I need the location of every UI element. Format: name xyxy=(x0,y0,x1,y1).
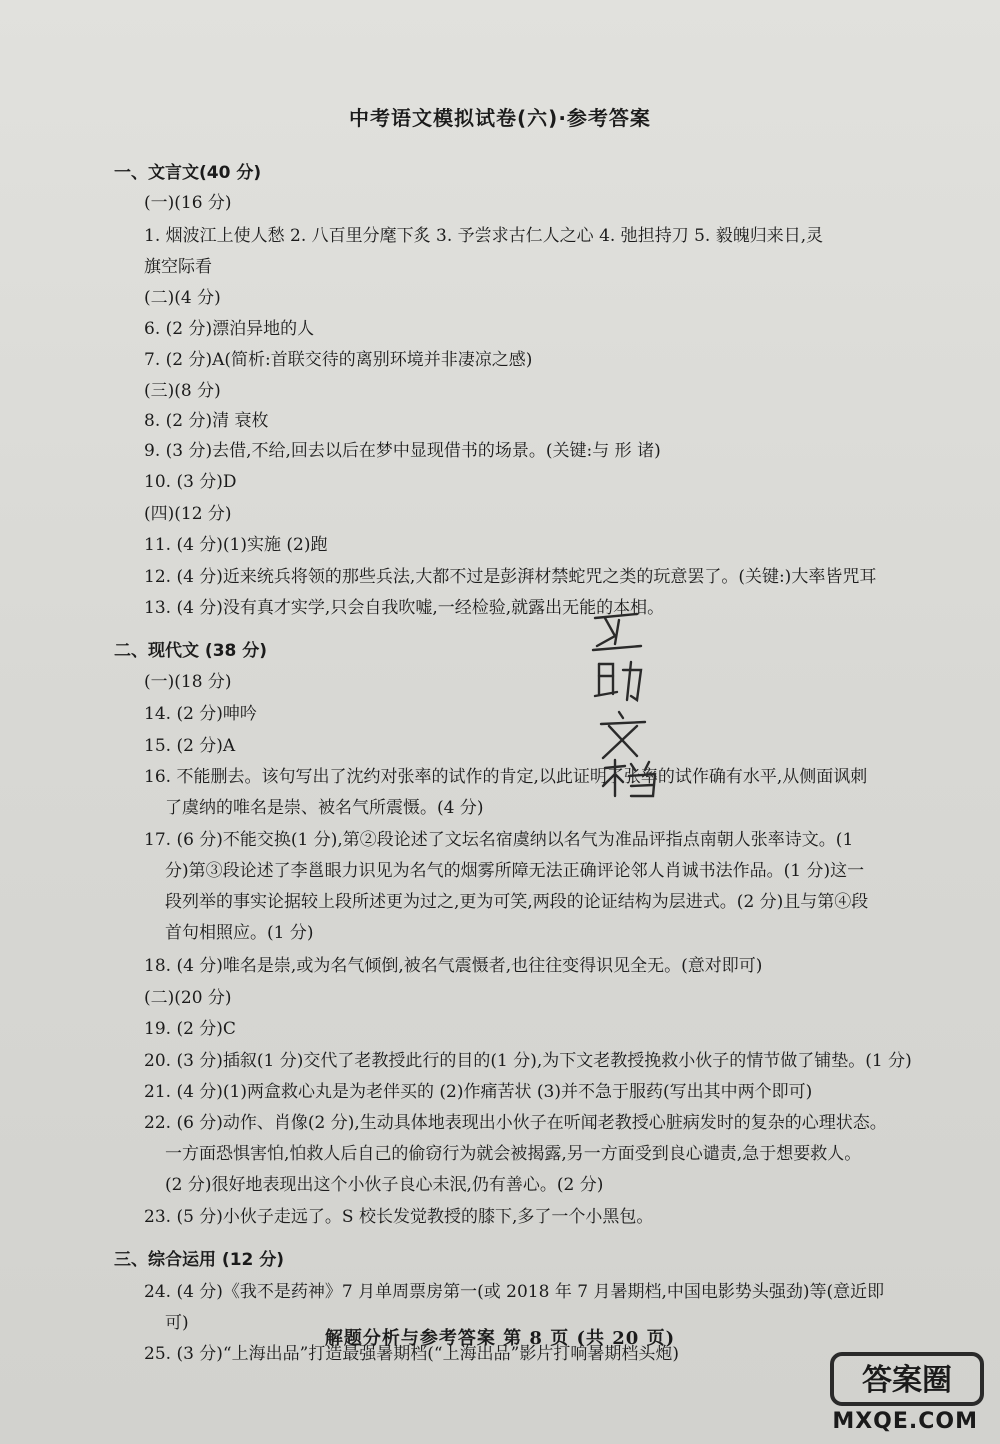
watermark-url: MXQE.COM xyxy=(832,1409,978,1434)
answer-line: 14. (2 分)呻吟 xyxy=(144,704,257,724)
answer-line: 一方面恐惧害怕,怕救人后自己的偷窃行为就会被揭露,另一方面受到良心谴责,急于想要救人。 xyxy=(165,1144,862,1164)
answer-line: 22. (6 分)动作、肖像(2 分),生动具体地表现出小伙子在听闻老教授心脏病发时的复杂的心理状态。 xyxy=(144,1113,887,1133)
answer-line: 23. (5 分)小伙子走远了。S 校长发觉教授的膝下,多了一个小黑包。 xyxy=(144,1207,654,1227)
page-footer: 解题分析与参考答案 第 8 页 (共 20 页) xyxy=(324,1328,676,1349)
subsection-heading: (三)(8 分) xyxy=(144,381,221,401)
answer-line: 1. 烟波江上使人愁 2. 八百里分麾下炙 3. 予尝求古仁人之心 4. 弛担持刀 5. 毅魄归来日,灵 xyxy=(144,226,824,246)
watermark-logo-text: 答案圈 xyxy=(862,1363,952,1398)
answer-line: 首句相照应。(1 分) xyxy=(165,923,314,943)
answer-line: 7. (2 分)A(简析:首联交待的离别环境并非凄凉之感) xyxy=(144,350,533,370)
subsection-heading: (一)(16 分) xyxy=(144,193,232,213)
answer-line: 8. (2 分)清 衰枚 xyxy=(144,411,269,431)
answer-line: 6. (2 分)漂泊异地的人 xyxy=(144,319,315,339)
answer-line: 可) xyxy=(165,1313,189,1333)
answer-line: 21. (4 分)(1)两盒救心丸是为老伴买的 (2)作痛苦状 (3)并不急于服药(写出其中两个即可) xyxy=(144,1082,813,1102)
section-heading: 三、综合运用 (12 分) xyxy=(114,1250,285,1270)
answer-line: 12. (4 分)近来统兵将领的那些兵法,大都不过是彭湃材禁蛇咒之类的玩意罢了。(关键:)大率皆咒耳 xyxy=(144,567,877,587)
answer-line: 17. (6 分)不能交换(1 分),第②段论述了文坛名宿虞纳以名气为准品评指点南朝人张率诗文。(1 xyxy=(144,830,854,850)
answer-line: (2 分)很好地表现出这个小伙子良心未泯,仍有善心。(2 分) xyxy=(165,1175,604,1195)
answer-line: 13. (4 分)没有真才实学,只会自我吹嘘,一经检验,就露出无能的本相。 xyxy=(144,598,665,618)
answer-line: 11. (4 分)(1)实施 (2)跑 xyxy=(144,535,328,555)
answer-line: 25. (3 分)“上海出品”打造最强暑期档(“上海出品”影片打响暑期档头炮) xyxy=(144,1344,679,1364)
answer-line: 10. (3 分)D xyxy=(144,472,237,492)
answer-line: 段列举的事实论据较上段所述更为过之,更为可笑,两段的论证结构为层进式。(2 分)且与第④段 xyxy=(165,892,869,912)
answer-line: 24. (4 分)《我不是药神》7 月单周票房第一(或 2018 年 7 月暑期档,中国电影势头强劲)等(意近即 xyxy=(144,1282,885,1302)
page-title: 中考语文模拟试卷(六)·参考答案 xyxy=(349,106,651,130)
subsection-heading: (四)(12 分) xyxy=(144,504,232,524)
subsection-heading: (二)(20 分) xyxy=(144,988,232,1008)
answer-line: 19. (2 分)C xyxy=(144,1019,236,1039)
answer-line: 9. (3 分)去借,不给,回去以后在梦中显现借书的场景。(关键:与 形 诸) xyxy=(144,441,661,461)
answer-line: 20. (3 分)插叙(1 分)交代了老教授此行的目的(1 分),为下文老教授挽救小伙子的情节做了铺垫。(1 分) xyxy=(144,1051,912,1071)
answer-line: 16. 不能删去。该句写出了沈约对张率的试作的肯定,以此证明了张率的试作确有水平,从侧面讽刺 xyxy=(144,767,868,787)
section-heading: 一、文言文(40 分) xyxy=(114,163,262,183)
subsection-heading: (二)(4 分) xyxy=(144,288,221,308)
answer-line: 分)第③段论述了李邕眼力识见为名气的烟雾所障无法正确评论邻人肖诚书法作品。(1 分)这一 xyxy=(165,861,865,881)
answer-line: 旗空际看 xyxy=(144,257,212,277)
handwritten-annotation xyxy=(575,600,685,800)
subsection-heading: (一)(18 分) xyxy=(144,672,232,692)
answer-line: 了虞纳的唯名是崇、被名气所震慑。(4 分) xyxy=(165,798,484,818)
answer-line: 15. (2 分)A xyxy=(144,736,236,756)
answer-line: 18. (4 分)唯名是崇,或为名气倾倒,被名气震慑者,也往往变得识见全无。(意对即可) xyxy=(144,956,763,976)
section-heading: 二、现代文 (38 分) xyxy=(114,641,268,661)
